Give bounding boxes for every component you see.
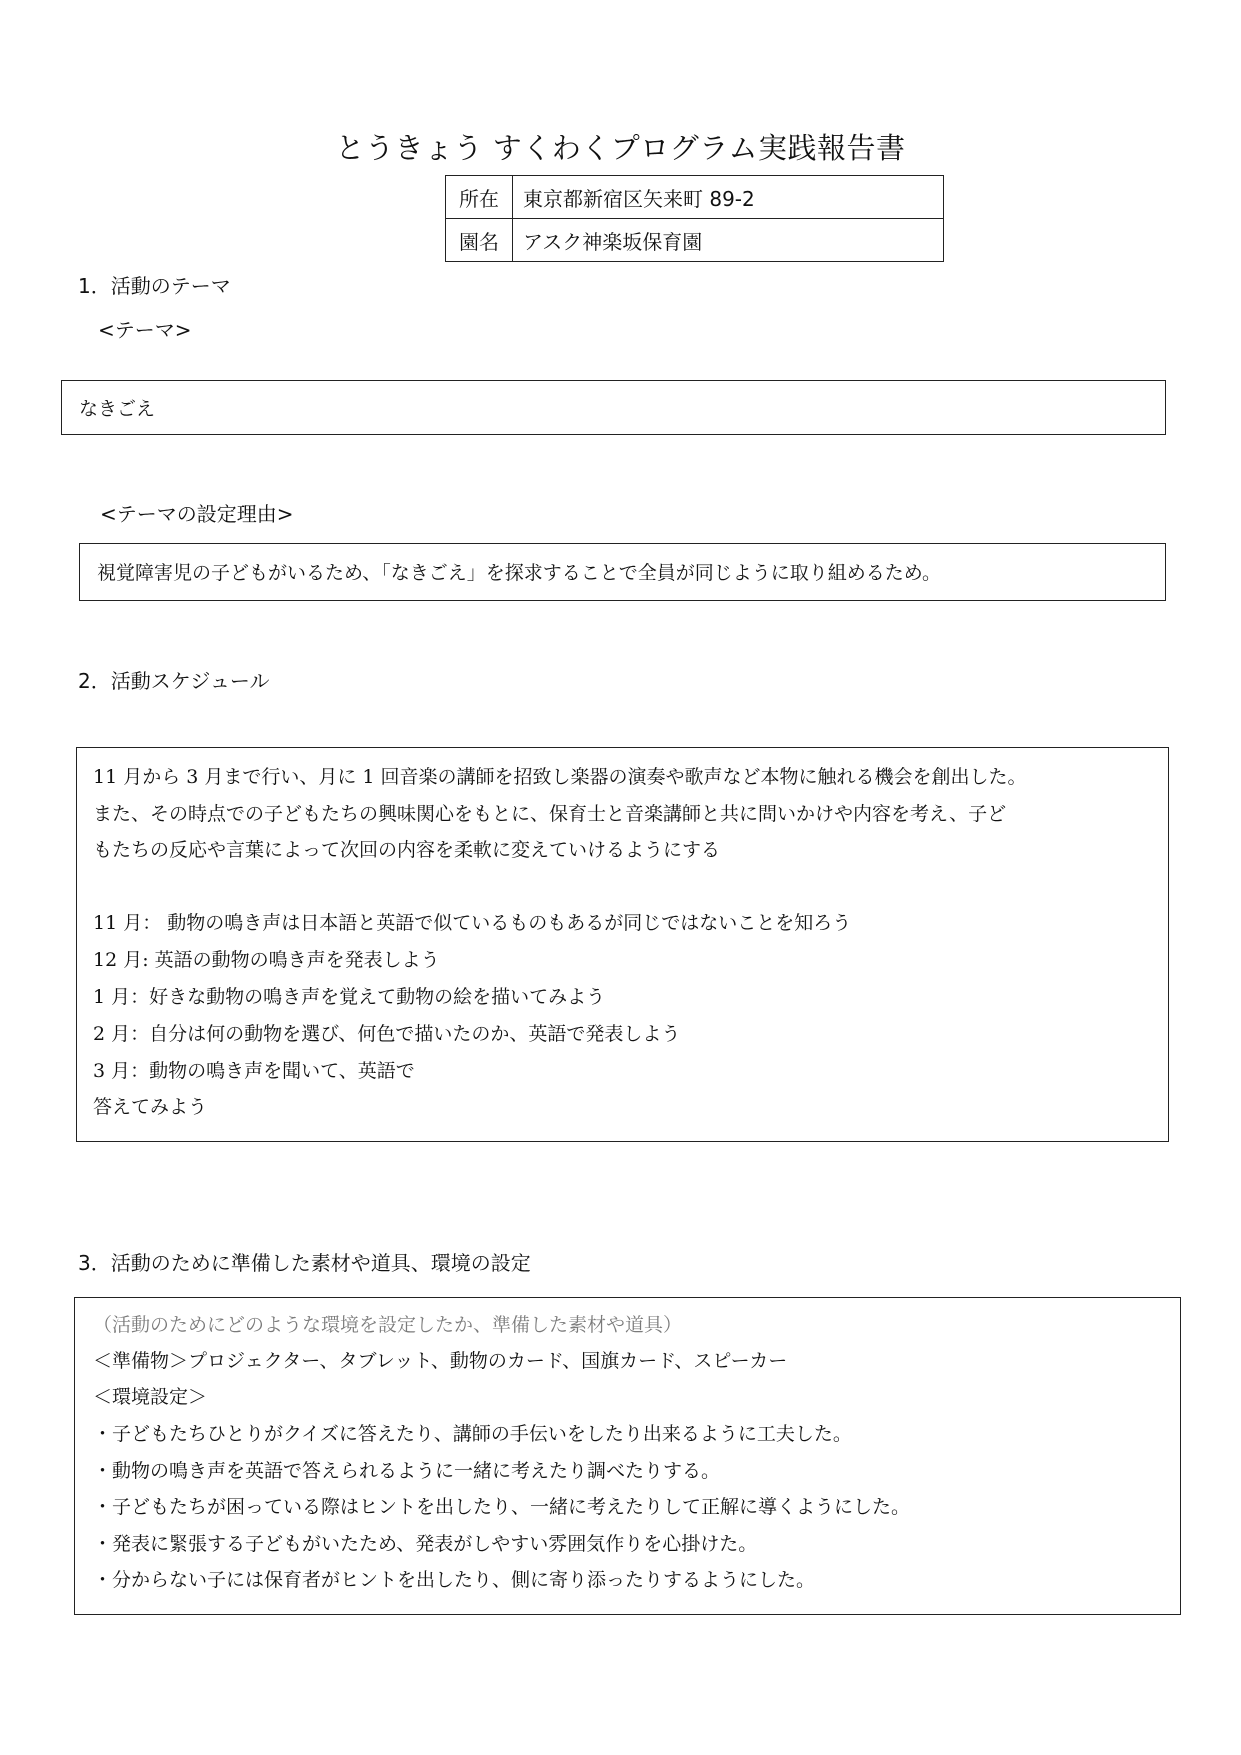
materials-line: ＜準備物＞プロジェクター、タブレット、動物のカード、国旗カード、スピーカー (93, 1350, 788, 1372)
schedule-line: 11 月から 3 月まで行い、月に 1 回音楽の講師を招致し楽器の演奏や歌声など本物に触れる機会を創出した。 (93, 766, 1027, 788)
section2-heading: 2．活動スケジュール (78, 669, 270, 693)
materials-box (74, 1297, 1181, 1615)
reason-box (79, 543, 1166, 601)
schedule-line: 1 月：好きな動物の鳴き声を覚えて動物の絵を描いてみよう (93, 986, 606, 1008)
nursery-name-label: 園名 (446, 219, 513, 262)
schedule-line: また、その時点での子どもたちの興味関心をもとに、保育士と音楽講師と共に問いかけや内容を考え、子ど (93, 803, 1007, 825)
section1-heading: 1．活動のテーマ (78, 274, 231, 298)
materials-line: ・発表に緊張する子どもがいたため、発表がしやすい雰囲気作りを心掛けた。 (93, 1533, 758, 1555)
reason-label: <テーマの設定理由> (100, 502, 294, 526)
theme-text: なきごえ (79, 398, 156, 420)
schedule-line: 11 月： 動物の鳴き声は日本語と英語で似ているものもあるが同じではないことを知ろう (93, 912, 852, 934)
theme-box (61, 380, 1166, 435)
page-title: とうきょう すくわくプログラム実践報告書 (335, 131, 906, 165)
theme-label: <テーマ> (98, 318, 192, 342)
schedule-line: 2 月：自分は何の動物を選び、何色で描いたのか、英語で発表しよう (93, 1023, 681, 1045)
schedule-line: 12 月: 英語の動物の鳴き声を発表しよう (93, 949, 440, 971)
schedule-line: もたちの反応や言葉によって次回の内容を柔軟に変えていけるようにする (93, 839, 721, 861)
nursery-name-value: アスク神楽坂保育園 (513, 219, 944, 262)
location-label: 所在 (446, 176, 513, 219)
section3-heading: 3．活動のために準備した素材や道具、環境の設定 (78, 1251, 531, 1275)
info-table (445, 175, 944, 262)
location-value: 東京都新宿区矢来町 89-2 (513, 176, 944, 219)
schedule-box (76, 747, 1169, 1142)
materials-line: ・子どもたちが困っている際はヒントを出したり、一緒に考えたりして正解に導くようにした。 (93, 1496, 911, 1518)
schedule-line: 3 月：動物の鳴き声を聞いて、英語で (93, 1060, 415, 1082)
materials-line: ・動物の鳴き声を英語で答えられるように一緒に考えたり調べたりする。 (93, 1460, 721, 1482)
reason-text: 視覚障害児の子どもがいるため、「なきごえ」を探求することで全員が同じように取り組めるため。 (97, 562, 941, 584)
materials-line: ・子どもたちひとりがクイズに答えたり、講師の手伝いをしたり出来るように工夫した。 (93, 1423, 852, 1445)
materials-line: ＜環境設定＞ (93, 1386, 208, 1408)
table-row (446, 219, 944, 262)
schedule-line: 答えてみよう (93, 1096, 208, 1118)
materials-line: ・分からない子には保育者がヒントを出したり、側に寄り添ったりするようにした。 (93, 1569, 816, 1591)
table-row (446, 176, 944, 219)
materials-hint: （活動のためにどのような環境を設定したか、準備した素材や道具） (93, 1314, 683, 1336)
